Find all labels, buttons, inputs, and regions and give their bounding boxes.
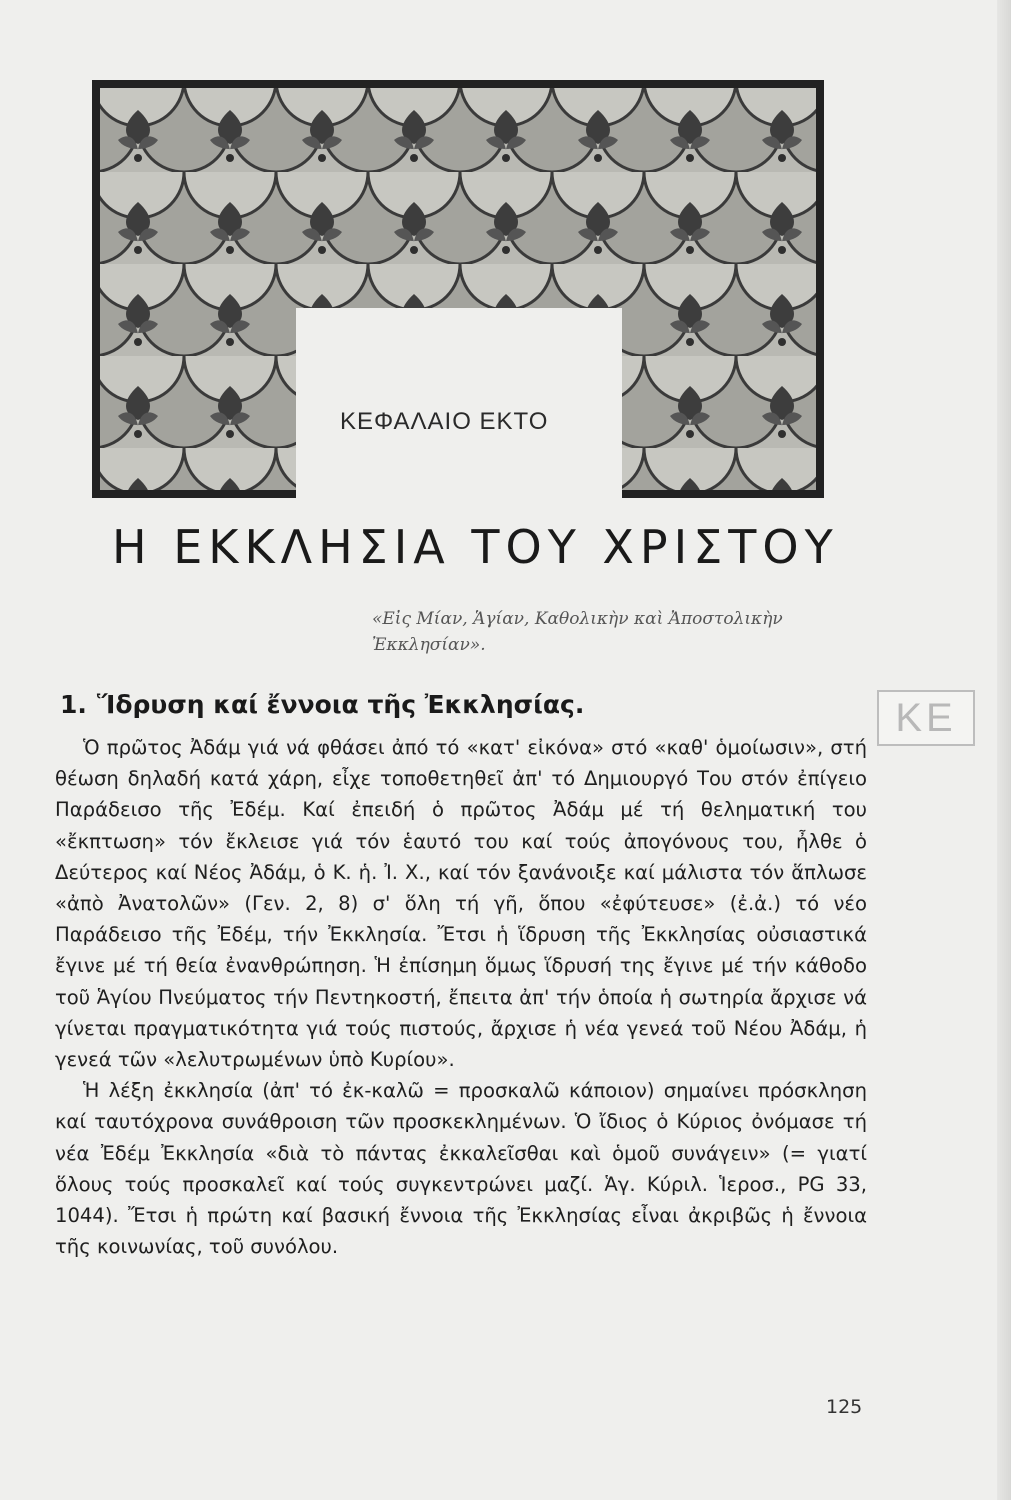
section-heading-text: Ἵδρυση καί ἔννοια τῆς Ἐκκλησίας. [96, 690, 585, 719]
body-paragraph: Ὁ πρῶτος Ἀδάμ γιά νά φθάσει ἀπό τό «κατ' εἰκόνα» στό «καθ' ὁμοίωσιν», στή θέωση δηλαδή κατά χάρη, εἶχε τοποθετηθεῖ ἀπ' τό Δημιουργό Του στόν ἐπίγειο Παράδεισο τῆς Ἐδέμ. Καί ἐπειδή ὁ πρῶτος Ἀδάμ μέ τή θεληματική του «ἔκπτωση» τόν ἔκλεισε γιά τόν ἑαυτό του καί τούς ἀπογόνους του, ἦλθε ὁ Δεύτερος καί Νέος Ἀδάμ, ὁ Κ. ἡ. Ἰ. Χ., καί τόν ξανάνοιξε καί μάλιστα τόν ἅπλωσε «ἀπὸ Ἀνατολῶν» (Γεν. 2, 8) σ' ὅλη τή γῆ, ὅπου «ἐφύτευσε» (ἐ.ἀ.) τό νέο Παράδεισο τῆς Ἐδέμ, τήν Ἐκκλησία. Ἔτσι ἡ ἵδρυση τῆς Ἐκκλησίας οὐσιαστικά ἔγινε μέ τή θεία ἐνανθρώπηση. Ἡ ἐπίσημη ὅμως ἵδρυσή της ἔγινε μέ τήν κάθοδο τοῦ Ἁγίου Πνεύματος τήν Πεντηκοστή, ἔπειτα ἀπ' τήν ὁποία ἡ σωτηρία ἄρχισε νά γίνεται πραγματικότητα γιά τούς πιστούς, ἄρχισε ἡ νέα γενεά τοῦ Νέου Ἀδάμ, ἡ γενεά τῶν «λελυτρωμένων ὑπὸ Κυρίου». [55, 736, 867, 1072]
chapter-title: Η ΕΚΚΛΗΣΙΑ ΤΟΥ ΧΡΙΣΤΟΥ [112, 520, 839, 574]
chapter-label: ΚΕΦΑΛΑΙΟ ΕΚΤΟ [340, 408, 549, 435]
scan-edge-shadow [997, 0, 1011, 1500]
section-heading [60, 690, 620, 719]
section-tag-box: ΚΕ [877, 690, 975, 746]
epigraph-quote: «Εἰς Μίαν, Ἁγίαν, Καθολικὴν καὶ Ἀποστολικὴν Ἐκκλησίαν». [372, 609, 783, 655]
body-text [55, 732, 867, 1262]
section-number: 1. [60, 690, 87, 719]
frame-inner-window [296, 308, 622, 498]
page-number: 125 [826, 1396, 863, 1418]
body-paragraph: Ἡ λέξη ἐκκλησία (ἀπ' τό ἐκ-καλῶ = προσκαλῶ κάποιον) σημαίνει πρόσκληση καί ταυτόχρονα συνάθροιση τῶν προσκεκλημένων. Ὁ ἴδιος ὁ Κύριος ὀνόμασε τή νέα Ἐδέμ Ἐκκλησία «διὰ τὸ πάντας ἐκκαλεῖσθαι καὶ ὁμοῦ συνάγειν» (= γιατί ὅλους τούς προσκαλεῖ καί τούς συγκεντρώνει μαζί. Ἁγ. Κύριλ. Ἱεροσ., PG 33, 1044). Ἔτσι ἡ πρώτη καί βασική ἔννοια τῆς Ἐκκλησίας εἶναι ἀκριβῶς ἡ ἔννοια τῆς κοινωνίας, τοῦ συνόλου. [55, 1079, 867, 1259]
